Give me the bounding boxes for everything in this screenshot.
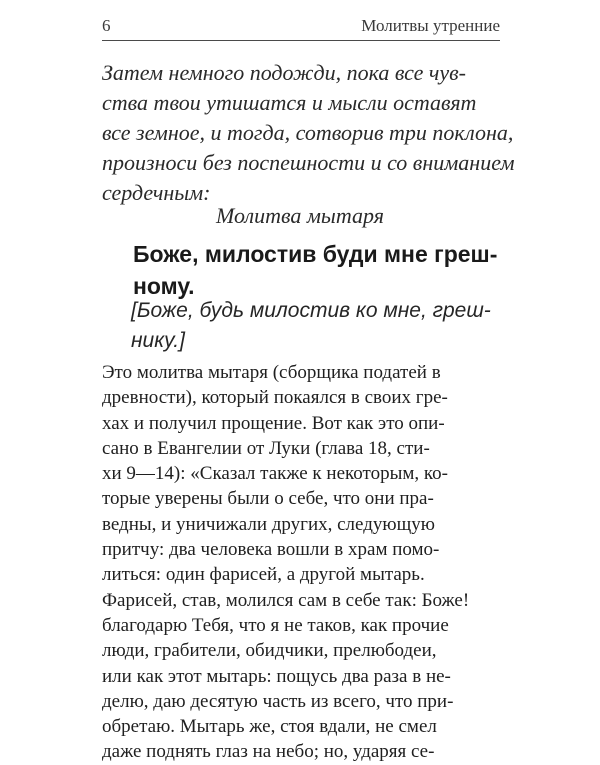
page-number: 6 [102, 16, 111, 35]
instruction-line: Затем немного подожди, пока все чув- [102, 60, 466, 85]
prayer-translation-line: [Боже, будь милостив ко мне, греш- [131, 299, 491, 322]
body-line: обретаю. Мытарь же, стоя вдали, не смел [102, 716, 437, 738]
body-line: древности), который покаялся в своих гре- [102, 387, 448, 409]
body-line: благодарю Тебя, что я не таков, как прочие [102, 614, 449, 636]
body-line: делю, даю десятую часть из всего, что при- [102, 690, 454, 712]
instruction-line: ства твои утишатся и мысли оставят [102, 90, 477, 115]
header-divider [102, 40, 500, 41]
prayer-text-line: Боже, милостив буди мне греш- [133, 241, 498, 267]
instruction-line: все земное, и тогда, сотворив три поклона, [102, 120, 514, 145]
body-line: хах и получил прощение. Вот как это опи- [102, 412, 445, 434]
body-line: ведны, и уничижали других, следующую [102, 513, 435, 535]
instruction-line: произноси без поспешности и со вниманием [102, 150, 515, 175]
prayer-translation-line: нику.] [131, 329, 185, 352]
instruction-line: сердечным: [102, 180, 211, 205]
body-line: Фарисей, став, молился сам в себе так: Боже! [102, 589, 470, 611]
body-line: литься: один фарисей, а другой мытарь. [102, 564, 425, 586]
instruction-paragraph [102, 58, 514, 208]
prayer-translation [131, 296, 491, 356]
running-title: Молитвы утренние [361, 16, 500, 35]
body-line: торые уверены были о себе, что они пра- [102, 488, 434, 510]
body-line: люди, грабители, обидчики, прелюбодеи, [102, 640, 437, 662]
prayer-heading: Молитва мытаря [216, 203, 384, 228]
body-line: притчу: два человека вошли в храм помо- [102, 539, 440, 561]
body-line: сано в Евангелии от Луки (глава 18, сти- [102, 437, 430, 459]
prayer-text [133, 238, 497, 302]
body-line: или как этот мытарь: пощусь два раза в не- [102, 665, 451, 687]
body-paragraph [102, 360, 469, 765]
body-line: Это молитва мытаря (сборщика податей в [102, 362, 441, 383]
prayer-text-line: ному. [133, 273, 195, 299]
running-header [102, 14, 500, 40]
body-line: даже поднять глаз на небо; но, ударяя се- [102, 741, 435, 763]
body-line: хи 9—14): «Сказал также к некоторым, ко- [102, 463, 448, 485]
